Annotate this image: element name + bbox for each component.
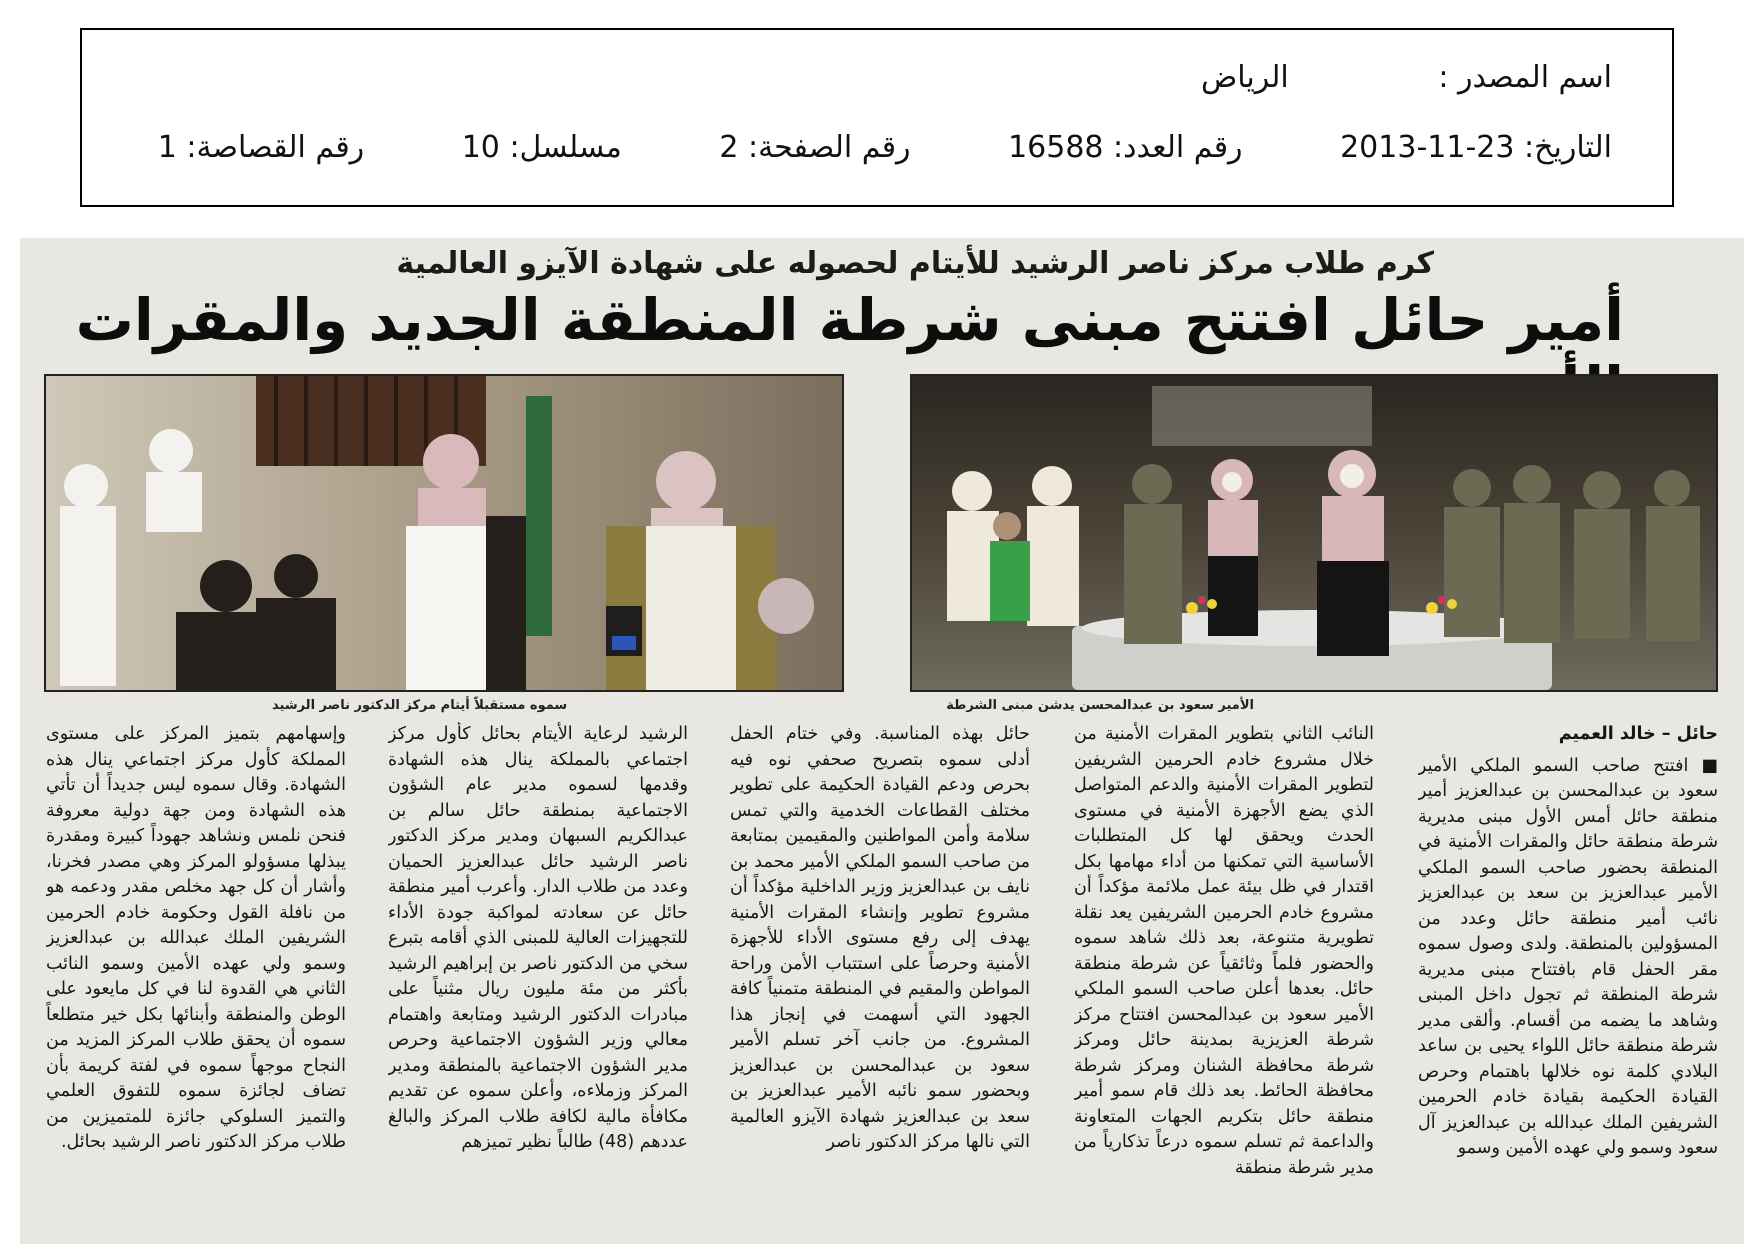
caption-ceremony: الأمير سعود بن عبدالمحسن يدشن مبنى الشرطة — [946, 698, 1254, 713]
article-column-text: النائب الثاني بتطوير المقرات الأمنية من خلال مشروع خادم الحرمين الشريفين لتطوير المقرات الأمنية والدعم المتواصل الذي يضع الأجهزة الأمنية في مستوى الحدث ويحقق لها كل المتطلبات الأساسية التي تمكنها من أداء مهامها بكل اقتدار في ظل بيئة عمل ملائمة مؤكداً أن مشروع خادم الحرمين الشريفين يعد نقلة تطويرية متنوعة، بعد ذلك شاهد سموه والحضور فلماً وثائقياً عن شرطة منطقة حائل. بعدها أعلن صاحب السمو الملكي الأمير سعود بن عبدالمحسن افتتاح مركز شرطة العزيزية بمدينة حائل ومركز شرطة محافظة الشنان ومركز شرطة محافظة الحائط. بعد ذلك قام سمو أمير منطقة حائل بتكريم الجهات المتعاونة والداعمة ثم تسلم سموه درعاً تذكارياً من مدير شرطة منطقة — [1074, 724, 1374, 1178]
article-column-1 — [1418, 722, 1718, 1230]
article-kicker: كرم طلاب مركز ناصر الرشيد للأيتام لحصوله على شهادة الآيزو العالمية — [396, 246, 1434, 281]
clip-number-field: رقم القصاصة: 1 — [157, 130, 365, 165]
article-body — [46, 722, 1718, 1230]
photo-ceremony-image — [912, 376, 1716, 690]
article-column-3 — [730, 722, 1030, 1230]
article-column-text: وإسهامهم بتميز المركز على مستوى المملكة كأول مركز اجتماعي ينال هذه الشهادة. وقال سموه ليس جديداً أن تأتي هذه الشهادة ومن جهة دولية معروفة فنحن نلمس ونشاهد جهوداً كبيرة ومقدرة يبذلها مسؤولو المركز وهي مصدر فخرنا، وأشار أن كل جهد مخلص مقدر ودعمه هو من نافلة القول وحكومة خادم الحرمين الشريفين الملك عبدالله بن عبدالعزيز وسمو ولي عهده الأمين وسمو النائب الثاني هي القدوة لنا في كل مايعود على الوطن والمنطقة وأبنائها بكل خير متطلعاً سموه أن يحقق طلاب المركز المزيد من النجاح موجهاً سموه في لفتة كريمة بأن تضاف لجائزة سموه للتفوق العلمي والتميز السلوكي جائزة للمتميزين من طلاب مركز الدكتور ناصر الرشيد بحائل. — [46, 724, 346, 1152]
newspaper-clipping — [20, 238, 1744, 1244]
article-column-5 — [46, 722, 346, 1230]
source-value: الرياض — [1200, 60, 1289, 95]
article-column-4 — [388, 722, 688, 1230]
caption-orphans: سموه مستقبلاً أيتام مركز الدكتور ناصر الرشيد — [272, 698, 568, 713]
page-number-field: رقم الصفحة: 2 — [719, 130, 911, 165]
article-column-text: ■ افتتح صاحب السمو الملكي الأمير سعود بن عبدالمحسن بن عبدالعزيز أمير منطقة حائل أمس الأول مبنى مديرية شرطة منطقة حائل والمقرات الأمنية في المنطقة بحضور صاحب السمو الملكي الأمير عبدالعزيز بن سعد بن عبدالعزيز نائب أمير منطقة حائل وعدد من المسؤولين بالمنطقة. ولدى وصول سموه مقر الحفل قام بافتتاح مبنى مديرية شرطة المنطقة ثم تجول داخل المبنى وشاهد ما يضمه من أقسام. وألقى مدير شرطة منطقة حائل اللواء يحيى بن ساعد البلادي كلمة نوه خلالها باهتمام وحرص القيادة الحكيمة بقيادة خادم الحرمين الشريفين الملك عبدالله بن عبدالعزيز آل سعود وسمو ولي عهده الأمين وسمو — [1418, 755, 1718, 1158]
article-column-text: الرشيد لرعاية الأيتام بحائل كأول مركز اجتماعي بالمملكة ينال هذه الشهادة وقدمها لسموه مدير عام الشؤون الاجتماعية بمنطقة حائل سالم بن عبدالكريم السبهان ومدير مركز الدكتور ناصر الرشيد حائل عبدالعزيز الحميان وعدد من طلاب الدار. وأعرب أمير منطقة حائل عن سعادته لمواكبة جودة الأداء للتجهيزات العالية للمبنى الذي أقامه بتبرع سخي من الدكتور ناصر بن إبراهيم الرشيد بأكثر من مئة مليون ريال مثنياً على مبادرات الدكتور الرشيد ومتابعة واهتمام معالي وزير الشؤون الاجتماعية وحرص مدير الشؤون الاجتماعية بالمنطقة ومدير المركز وزملاءه، وأعلن سموه عن تقديم مكافأة مالية لكافة طلاب المركز والبالغ عددهم (48) طالباً نظير تميزهم — [388, 724, 688, 1152]
issue-number-field: رقم العدد: 16588 — [1008, 130, 1243, 165]
article-headline: أمير حائل افتتح مبنى شرطة المنطقة الجديد والمقرات — [75, 286, 1624, 354]
source-row — [1201, 60, 1612, 95]
date-field: التاريخ: 23-11-2013 — [1340, 130, 1612, 165]
photo-ceremony — [910, 374, 1718, 692]
article-column-text: حائل بهذه المناسبة. وفي ختام الحفل أدلى سموه بتصريح صحفي نوه فيه بحرص ودعم القيادة الحكيمة على تطوير مختلف القطاعات الخدمية والتي تمس سلامة وأمن المواطنين والمقيمين بمتابعة من صاحب السمو الملكي الأمير محمد بن نايف بن عبدالعزيز وزير الداخلية مؤكداً أن مشروع تطوير وإنشاء المقرات الأمنية يهدف إلى رفع مستوى الأداء للأجهزة الأمنية وحرصاً على استتباب الأمن وراحة المواطن والمقيم في المنطقة متمنياً كافة الجهود التي أسهمت في إنجاز هذا المشروع. من جانب آخر تسلم الأمير سعود بن عبدالمحسن بن عبدالعزيز وبحضور سمو نائبه الأمير عبدالعزيز بن سعد بن عبدالعزيز شهادة الآيزو العالمية التي نالها مركز الدكتور ناصر — [730, 724, 1030, 1152]
source-label: اسم المصدر : — [1438, 60, 1612, 95]
issue-details-row — [158, 130, 1612, 165]
serial-field: مسلسل: 10 — [461, 130, 622, 165]
photo-orphans-image — [46, 376, 842, 690]
article-byline: حائل – خالد العميم — [1558, 724, 1718, 744]
article-column-2 — [1074, 722, 1374, 1230]
clipping-metadata-box — [80, 28, 1674, 207]
photo-orphans — [44, 374, 844, 692]
